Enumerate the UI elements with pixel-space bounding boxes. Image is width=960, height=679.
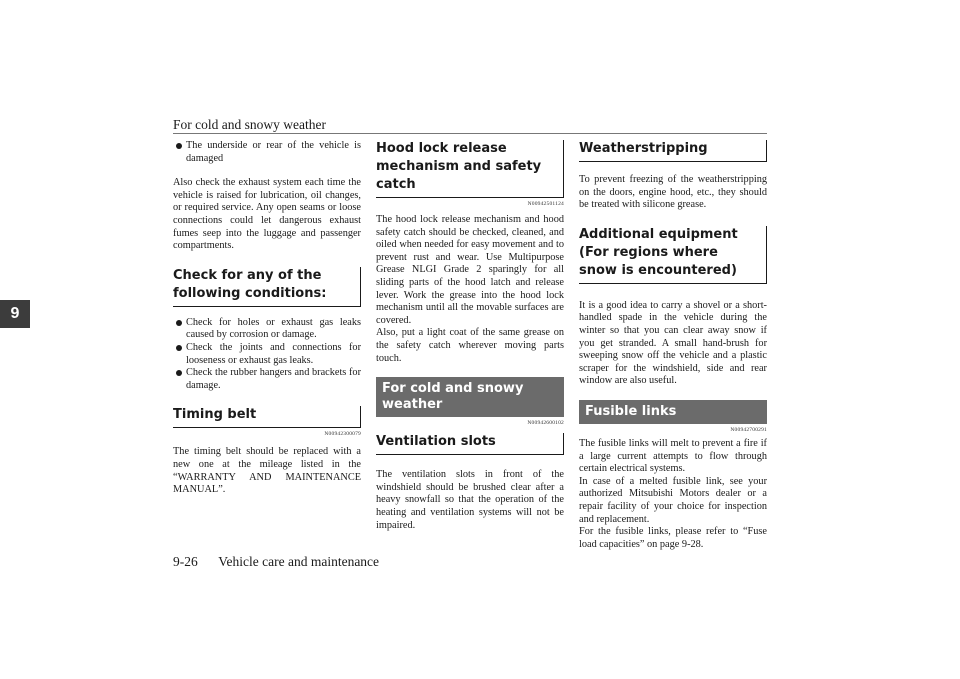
check-item-3: Check the rubber hangers and brackets for damage. <box>173 367 361 392</box>
heading-hood-lock: Hood lock release mechanism and safety catch <box>376 140 564 198</box>
bullet-item: The underside or rear of the vehicle is damaged <box>173 140 361 165</box>
heading-timing-belt: Timing belt <box>173 406 361 428</box>
reference-code: N00942501124 <box>527 201 564 207</box>
reference-code: N00942300079 <box>324 431 361 438</box>
heading-additional-equipment: Additional equipment (For regions where snow is encountered) <box>579 226 767 284</box>
chapter-tab: 9 <box>0 300 30 328</box>
page-header-title: For cold and snowy weather <box>173 117 326 132</box>
column-2 <box>376 140 564 532</box>
page-number: 9-26 <box>173 554 198 569</box>
header-rule <box>173 133 767 134</box>
paragraph-fusible-3: For the fusible links, please refer to “Fuse load capacities” on page 9-28. <box>579 526 767 550</box>
check-item-2: Check the joints and connections for looseness or exhaust gas leaks. <box>173 342 361 367</box>
footer-section-title: Vehicle care and maintenance <box>218 554 380 569</box>
reference-code: N00942600102 <box>527 420 564 427</box>
paragraph-timing-belt: The timing belt should be replaced with a new one at the mileage listed in the “WARRANTY AND MAINTENANCE MANUAL”. <box>173 446 361 496</box>
heading-weatherstripping: Weatherstripping <box>579 140 767 162</box>
paragraph-fusible-1: The fusible links will melt to prevent a fire if a large current attempts to flow through certain electrical systems. <box>579 437 767 475</box>
page-footer <box>173 554 379 570</box>
check-item-1: Check for holes or exhaust gas leaks caused by corrosion or damage. <box>173 317 361 342</box>
paragraph-weatherstripping: To prevent freezing of the weatherstripping on the doors, engine hood, etc., they should be treated with silicone grease. <box>579 174 767 211</box>
paragraph-fusible-2: In case of a melted fusible link, see your authorized Mitsubishi Motors dealer or a repair facility of your choice for inspection and replacement. <box>579 475 767 525</box>
reference-code: N00942700291 <box>730 426 767 433</box>
paragraph-additional-equipment: It is a good idea to carry a shovel or a short-handled spade in the vehicle during the winter so that you can clear away snow if you get stranded. A small hand-brush for sweeping snow off the vehicle and a plastic scraper for the windshield, side and rear window are also useful. <box>579 299 767 387</box>
column-1 <box>173 140 361 497</box>
heading-check-conditions: Check for any of the following conditions: <box>173 267 361 307</box>
heading-ventilation-slots: Ventilation slots <box>376 433 564 455</box>
section-cold-snowy: For cold and snowy weather <box>376 377 564 417</box>
paragraph-hood-1: The hood lock release mechanism and hood safety catch should be checked, cleaned, and oiled when needed for easy movement and to prevent rust and wear. Use Multipurpose Grease NLGI Grade 2 sparingly for all sliding parts of the hood latch and release lever. Work the grease into the hood lock mechanism until all the movable surfaces are covered. <box>376 214 564 326</box>
paragraph-ventilation: The ventilation slots in front of the windshield should be brushed clear after a heavy snowfall so that the operation of the heating and ventilation systems will not be impaired. <box>376 469 564 531</box>
paragraph-exhaust: Also check the exhaust system each time the vehicle is raised for lubrication, oil changes, or required service. Any open seams or loose connections could let dangerous exhaust fumes seep into the luggage and passenger compartments. <box>173 177 361 252</box>
column-3 <box>579 140 767 551</box>
paragraph-hood-2: Also, put a light coat of the same grease on the safety catch wherever moving parts touch. <box>376 327 564 364</box>
section-fusible-links: Fusible links <box>579 400 767 424</box>
